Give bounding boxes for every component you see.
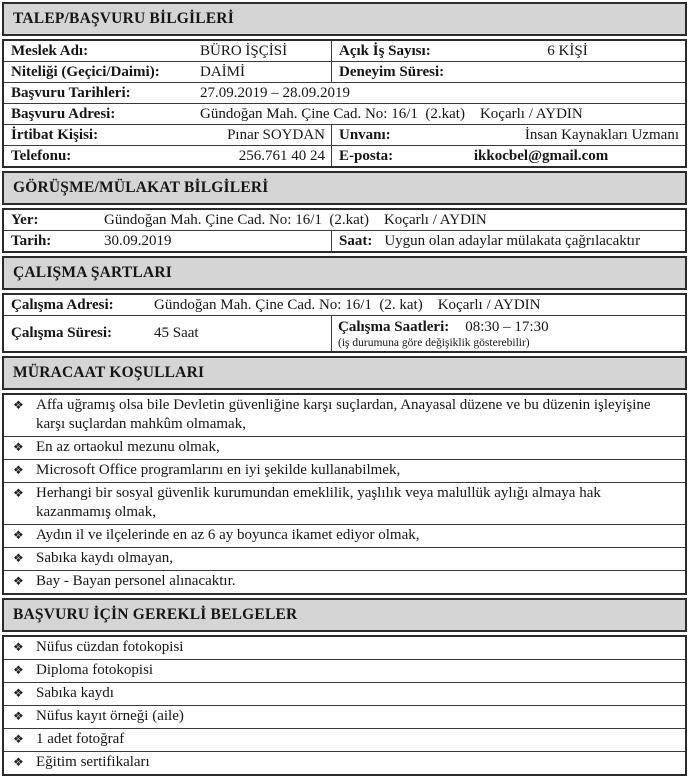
cell-calisma-saatleri bbox=[332, 317, 685, 351]
requirement-list-item bbox=[4, 395, 685, 437]
nitelik-label: Niteliği (Geçici/Daimi): bbox=[11, 63, 160, 80]
diamond-bullet-icon: ❖ bbox=[13, 440, 24, 454]
table-row-nitelik bbox=[4, 62, 685, 83]
calisma-saatleri-value: 08:30 – 17:30 bbox=[465, 318, 549, 335]
section-belgeler bbox=[2, 598, 687, 776]
table-row-calisma-adresi bbox=[4, 295, 685, 316]
document-text: Diploma fotokopisi bbox=[36, 662, 154, 678]
cell-tarih bbox=[4, 231, 332, 251]
section-title: TALEP/BAŞVURU BİLGİLERİ bbox=[13, 10, 234, 27]
diamond-bullet-icon: ❖ bbox=[13, 528, 24, 542]
requirement-list-item bbox=[4, 548, 685, 571]
saat-value: Uygun olan adaylar mülakata çağrılacaktır bbox=[384, 232, 641, 249]
tarih-value: 30.09.2019 bbox=[104, 232, 172, 249]
document-list-item bbox=[4, 637, 685, 660]
document-text: Eğitim sertifikaları bbox=[36, 754, 150, 770]
table-row-tarih bbox=[4, 231, 685, 251]
diamond-bullet-icon: ❖ bbox=[13, 663, 24, 677]
eposta-value: ikkocbel@gmail.com bbox=[473, 147, 609, 164]
section-header-calisma bbox=[2, 256, 687, 290]
tarih-label: Tarih: bbox=[11, 232, 52, 249]
acik-is-value: 6 KİŞİ bbox=[547, 42, 588, 59]
calisma-adresi-value: Gündoğan Mah. Çine Cad. No: 16/1 (2. kat) Koçarlı / AYDIN bbox=[154, 296, 541, 313]
section-title: GÖRÜŞME/MÜLAKAT BİLGİLERİ bbox=[13, 179, 269, 196]
muracaat-list bbox=[2, 393, 687, 595]
cell-telefon bbox=[4, 146, 332, 166]
requirement-text: Herhangi bir sosyal güvenlik kurumundan emeklilik, yaşlılık veya malullük aylığı almaya hak kazanmamış olmak, bbox=[36, 485, 605, 520]
section-calisma bbox=[2, 256, 687, 353]
document-text: 1 adet fotoğraf bbox=[36, 731, 125, 747]
saat-label: Saat: bbox=[339, 232, 373, 249]
diamond-bullet-icon: ❖ bbox=[13, 755, 24, 769]
gorusme-table bbox=[2, 208, 687, 253]
section-header-muracaat bbox=[2, 356, 687, 390]
telefon-value: 256.761 40 24 bbox=[238, 147, 325, 164]
acik-is-label: Açık İş Sayısı: bbox=[339, 42, 431, 59]
table-row-basvuru-tarihleri bbox=[4, 83, 685, 104]
requirement-text: Bay - Bayan personel alınacaktır. bbox=[36, 573, 236, 589]
calisma-adresi-label: Çalışma Adresi: bbox=[11, 296, 114, 313]
diamond-bullet-icon: ❖ bbox=[13, 398, 24, 412]
requirement-text: En az ortaokul mezunu olmak, bbox=[36, 439, 220, 455]
diamond-bullet-icon: ❖ bbox=[13, 486, 24, 500]
document-list-item bbox=[4, 706, 685, 729]
table-row-meslek bbox=[4, 41, 685, 62]
document-text: Nüfus kayıt örneği (aile) bbox=[36, 708, 184, 724]
document-list-item bbox=[4, 660, 685, 683]
yer-value: Gündoğan Mah. Çine Cad. No: 16/1 (2.kat) Koçarlı / AYDIN bbox=[104, 211, 487, 228]
calisma-suresi-label: Çalışma Süresi: bbox=[11, 325, 112, 341]
requirement-list-item bbox=[4, 437, 685, 460]
irtibat-label: İrtibat Kişisi: bbox=[11, 126, 99, 143]
basvuru-tarihleri-value: 27.09.2019 – 28.09.2019 bbox=[200, 84, 350, 101]
cell-calisma-suresi bbox=[4, 316, 332, 351]
deneyim-label: Deneyim Süresi: bbox=[339, 63, 445, 80]
eposta-label: E-posta: bbox=[339, 147, 394, 164]
cell-nitelik bbox=[4, 62, 332, 82]
document-list-item bbox=[4, 683, 685, 706]
meslek-label: Meslek Adı: bbox=[11, 42, 89, 59]
telefon-label: Telefonu: bbox=[11, 147, 72, 164]
section-title: BAŞVURU İÇİN GEREKLİ BELGELER bbox=[13, 606, 298, 623]
basvuru-tarihleri-label: Başvuru Tarihleri: bbox=[11, 84, 131, 101]
document-text: Sabıka kaydı bbox=[36, 685, 114, 701]
calisma-saatleri-label: Çalışma Saatleri: bbox=[338, 318, 450, 335]
calisma-suresi-value: 45 Saat bbox=[154, 325, 199, 341]
section-talep bbox=[2, 2, 687, 168]
cell-irtibat bbox=[4, 125, 332, 145]
irtibat-value: Pınar SOYDAN bbox=[227, 126, 325, 143]
document-text: Nüfus cüzdan fotokopisi bbox=[36, 639, 184, 655]
yer-label: Yer: bbox=[11, 211, 39, 228]
section-gorusme bbox=[2, 171, 687, 253]
belgeler-list bbox=[2, 635, 687, 776]
cell-saat bbox=[332, 233, 685, 250]
requirement-list-item bbox=[4, 525, 685, 548]
calisma-saatleri-line bbox=[338, 319, 679, 336]
section-title: ÇALIŞMA ŞARTLARI bbox=[13, 264, 172, 281]
calisma-table bbox=[2, 293, 687, 353]
section-header-belgeler bbox=[2, 598, 687, 632]
diamond-bullet-icon: ❖ bbox=[13, 551, 24, 565]
cell-eposta bbox=[332, 148, 685, 165]
requirement-text: Affa uğramış olsa bile Devletin güvenliğine karşı suçlardan, Anayasal düzene ve bu düzenin işleyişine karşı suçlardan mahkûm olmamak, bbox=[36, 397, 655, 432]
requirement-list-item bbox=[4, 460, 685, 483]
requirement-text: Aydın il ve ilçelerinde en az 6 ay boyunca ikamet ediyor olmak, bbox=[36, 527, 420, 543]
unvan-value: İnsan Kaynakları Uzmanı bbox=[524, 126, 679, 143]
diamond-bullet-icon: ❖ bbox=[13, 732, 24, 746]
requirement-list-item bbox=[4, 571, 685, 593]
section-header-talep bbox=[2, 2, 687, 36]
cell-meslek bbox=[4, 41, 332, 61]
calisma-saatleri-note: (iş durumuna göre değişiklik gösterebilir) bbox=[338, 336, 530, 349]
talep-table bbox=[2, 39, 687, 168]
section-title: MÜRACAAT KOŞULLARI bbox=[13, 364, 205, 381]
table-row-basvuru-adresi bbox=[4, 104, 685, 125]
section-muracaat bbox=[2, 356, 687, 595]
meslek-value: BÜRO İŞÇİSİ bbox=[200, 42, 288, 59]
table-row-telefon bbox=[4, 146, 685, 166]
requirement-list-item bbox=[4, 483, 685, 525]
section-header-gorusme bbox=[2, 171, 687, 205]
basvuru-adresi-label: Başvuru Adresi: bbox=[11, 105, 116, 122]
unvan-label: Unvanı: bbox=[339, 126, 391, 143]
diamond-bullet-icon: ❖ bbox=[13, 640, 24, 654]
cell-unvan bbox=[332, 127, 685, 144]
job-posting-document bbox=[2, 2, 687, 776]
table-row-irtibat bbox=[4, 125, 685, 146]
cell-deneyim bbox=[332, 64, 685, 81]
diamond-bullet-icon: ❖ bbox=[13, 709, 24, 723]
document-list-item bbox=[4, 752, 685, 774]
diamond-bullet-icon: ❖ bbox=[13, 574, 24, 588]
diamond-bullet-icon: ❖ bbox=[13, 463, 24, 477]
basvuru-adresi-value: Gündoğan Mah. Çine Cad. No: 16/1 (2.kat) Koçarlı / AYDIN bbox=[200, 105, 583, 122]
nitelik-value: DAİMİ bbox=[200, 63, 245, 80]
requirement-text: Microsoft Office programlarını en iyi şekilde kullanabilmek, bbox=[36, 462, 401, 478]
cell-acik-is bbox=[332, 43, 685, 60]
table-row-calisma-suresi bbox=[4, 316, 685, 351]
table-row-yer bbox=[4, 210, 685, 231]
diamond-bullet-icon: ❖ bbox=[13, 686, 24, 700]
requirement-text: Sabıka kaydı olmayan, bbox=[36, 550, 174, 566]
document-list-item bbox=[4, 729, 685, 752]
